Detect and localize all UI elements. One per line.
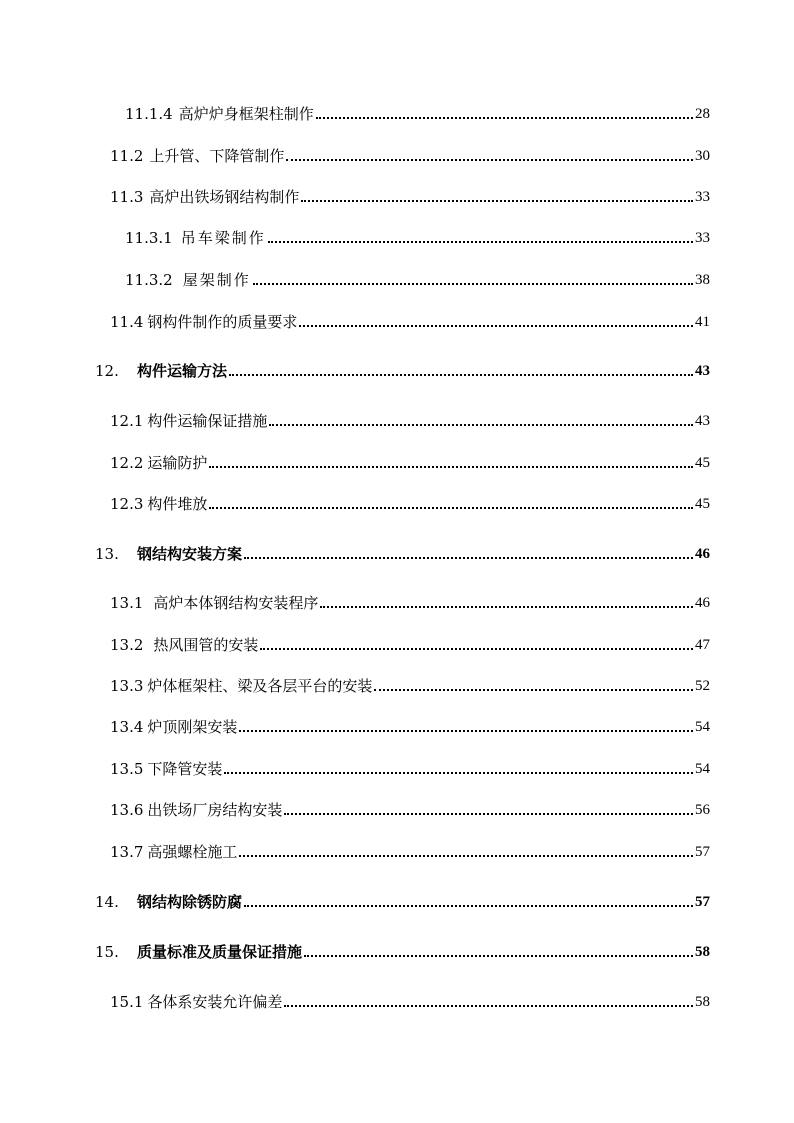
toc-entry-page: 56 [695, 802, 710, 818]
toc-entry-page: 38 [695, 272, 710, 288]
toc-entry[interactable] [110, 677, 710, 695]
toc-entry-title: 运输防护 [147, 454, 208, 472]
toc-entry-title: 屋架制作 [182, 271, 251, 289]
toc-entry[interactable] [110, 594, 710, 612]
toc-entry-title: 出铁场厂房结构安装 [147, 801, 283, 819]
toc-entry-title: 高强螺栓施工 [147, 843, 238, 861]
toc-entry-number: 13.2 [110, 636, 144, 654]
toc-entry[interactable] [110, 843, 710, 861]
toc-entry-chapter[interactable] [95, 943, 710, 961]
toc-entry-number: 11.4 [110, 313, 144, 331]
toc-entry-number: 13.7 [110, 843, 144, 861]
toc-entry-title: 炉体框架柱、梁及各层平台的安装 [147, 677, 373, 695]
toc-entry-page: 45 [695, 496, 710, 512]
toc-entry-number: 13.5 [110, 760, 144, 778]
toc-entry-title: 吊车梁制作 [180, 229, 266, 247]
toc-entry-page: 45 [695, 455, 710, 471]
toc-entry-number: 13.3 [110, 677, 144, 695]
toc-entry-number: 11.2 [110, 147, 144, 165]
toc-entry[interactable] [110, 801, 710, 819]
toc-entry[interactable] [110, 454, 710, 472]
toc-entry-page: 33 [695, 230, 710, 246]
toc-entry-page: 54 [695, 719, 710, 735]
toc-entry-title: 构件堆放 [147, 495, 208, 513]
dot-leader [301, 199, 693, 202]
dot-leader [209, 506, 693, 509]
dot-leader [244, 556, 693, 559]
toc-entry-number: 11.1.4 [125, 105, 173, 123]
toc-entry-page: 43 [695, 413, 710, 429]
toc-entry-number: 11.3.2 [125, 271, 173, 289]
dot-leader [209, 465, 693, 468]
dot-leader [374, 688, 693, 691]
toc-entry-number: 15.1 [110, 993, 144, 1011]
toc-entry[interactable] [110, 495, 710, 513]
toc-entry-title: 构件运输方法 [137, 362, 228, 380]
toc-entry[interactable] [110, 313, 710, 331]
toc-entry-title: 高炉炉身框架柱制作 [178, 105, 314, 123]
toc-entry[interactable] [110, 760, 710, 778]
toc-entry-title: 高炉出铁场钢结构制作 [149, 188, 300, 206]
toc-entry[interactable] [125, 271, 710, 289]
toc-entry-title: 钢结构安装方案 [137, 545, 243, 563]
dot-leader [316, 116, 693, 119]
toc-entry[interactable] [110, 147, 710, 165]
toc-entry-page: 57 [695, 844, 710, 860]
toc-entry-page: 28 [695, 106, 710, 122]
toc-entry-page: 57 [695, 894, 710, 910]
dot-leader [239, 854, 693, 857]
toc-entry-page: 52 [695, 678, 710, 694]
toc-entry[interactable] [110, 636, 710, 654]
dot-leader [286, 158, 693, 161]
toc-entry-number: 12. [95, 362, 119, 380]
toc-entry[interactable] [110, 718, 710, 736]
toc-entry-number: 13.6 [110, 801, 144, 819]
toc-entry-page: 54 [695, 761, 710, 777]
toc-entry-title: 炉顶刚架安装 [147, 718, 238, 736]
toc-entry[interactable] [110, 188, 710, 206]
toc-entry-number: 13.1 [110, 594, 144, 612]
toc-entry-number: 12.1 [110, 412, 144, 430]
dot-leader [244, 904, 693, 907]
dot-leader [284, 812, 693, 815]
toc-entry-number: 13. [95, 545, 119, 563]
toc-entry-title: 下降管安装 [147, 760, 223, 778]
dot-leader [320, 605, 693, 608]
dot-leader [299, 324, 693, 327]
toc-entry-page: 46 [695, 595, 710, 611]
toc-entry-page: 30 [695, 148, 710, 164]
toc-entry[interactable] [125, 229, 710, 247]
toc-entry-page: 46 [695, 546, 710, 562]
dot-leader [304, 954, 693, 957]
toc-entry-number: 15. [95, 943, 119, 961]
toc-entry-number: 13.4 [110, 718, 144, 736]
toc-entry[interactable] [110, 412, 710, 430]
toc-entry-number: 14. [95, 893, 119, 911]
toc-entry-number: 11.3.1 [125, 229, 173, 247]
dot-leader [268, 240, 693, 243]
toc-entry-page: 58 [695, 944, 710, 960]
toc-entry-title: 构件运输保证措施 [147, 412, 268, 430]
dot-leader [229, 373, 693, 376]
toc-entry-title: 质量标准及质量保证措施 [137, 943, 303, 961]
dot-leader [224, 771, 693, 774]
toc-entry-page: 43 [695, 363, 710, 379]
toc-entry-chapter[interactable] [95, 545, 710, 563]
dot-leader [269, 423, 693, 426]
toc-entry-page: 47 [695, 637, 710, 653]
dot-leader [284, 1004, 693, 1007]
toc-entry-title: 上升管、下降管制作 [149, 147, 285, 165]
toc-entry-number: 11.3 [110, 188, 144, 206]
toc-entry-chapter[interactable] [95, 362, 710, 380]
toc-entry[interactable] [110, 993, 710, 1011]
toc-entry-page: 33 [695, 189, 710, 205]
toc-entry-title: 热风围管的安装 [153, 636, 259, 654]
toc-entry-title: 钢构件制作的质量要求 [147, 313, 298, 331]
toc-entry-title: 高炉本体钢结构安装程序 [153, 594, 319, 612]
toc-entry-page: 41 [695, 314, 710, 330]
toc-entry-title: 钢结构除锈防腐 [137, 893, 243, 911]
toc-entry-title: 各体系安装允许偏差 [147, 993, 283, 1011]
dot-leader [239, 729, 693, 732]
dot-leader [260, 647, 693, 650]
toc-entry-number: 12.2 [110, 454, 144, 472]
toc-entry[interactable] [125, 105, 710, 123]
toc-entry-number: 12.3 [110, 495, 144, 513]
dot-leader [253, 282, 693, 285]
toc-entry-chapter[interactable] [95, 893, 710, 911]
toc-entry-page: 58 [695, 994, 710, 1010]
